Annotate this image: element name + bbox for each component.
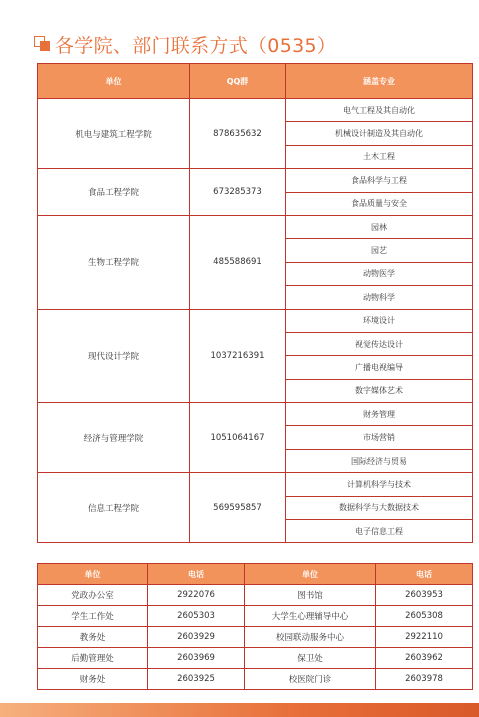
table-row: [38, 169, 473, 192]
department-phone-right: 2922110: [376, 627, 473, 648]
college-qq-group: 673285373: [190, 169, 286, 216]
table-row: [38, 473, 473, 496]
department-phone-right: 2603978: [376, 669, 473, 690]
table-row: [38, 669, 473, 690]
major-name: 环境设计: [286, 309, 473, 332]
college-name: 信息工程学院: [38, 473, 190, 543]
table-row: [38, 309, 473, 332]
major-name: 国际经济与贸易: [286, 449, 473, 472]
college-name: 经济与管理学院: [38, 403, 190, 473]
major-name: 食品科学与工程: [286, 169, 473, 192]
table-row: [38, 215, 473, 238]
major-name: 机械设计制造及其自动化: [286, 122, 473, 145]
college-qq-group: 569595857: [190, 473, 286, 543]
major-name: 动物科学: [286, 286, 473, 309]
major-name: 市场营销: [286, 426, 473, 449]
college-qq-group: 1051064167: [190, 403, 286, 473]
department-phone-left: 2603969: [148, 648, 245, 669]
phones-table-header: [38, 564, 473, 585]
header-unit: 单位: [38, 64, 190, 99]
department-name-right: 保卫处: [245, 648, 376, 669]
major-name: 视觉传达设计: [286, 332, 473, 355]
table-row: [38, 648, 473, 669]
department-phone-right: 2603962: [376, 648, 473, 669]
table-row: [38, 585, 473, 606]
major-name: 计算机科学与技术: [286, 473, 473, 496]
table-row: [38, 99, 473, 122]
table-row: [38, 627, 473, 648]
major-name: 数字媒体艺术: [286, 379, 473, 402]
department-name-left: 财务处: [38, 669, 148, 690]
department-name-left: 学生工作处: [38, 606, 148, 627]
college-name: 生物工程学院: [38, 215, 190, 309]
page-title-text: 各学院、部门联系方式（0535）: [55, 34, 337, 57]
header-unit-right: 单位: [245, 564, 376, 585]
page-title: [34, 30, 336, 58]
major-name: 食品质量与安全: [286, 192, 473, 215]
department-phone-left: 2605303: [148, 606, 245, 627]
department-name-left: 党政办公室: [38, 585, 148, 606]
major-name: 电气工程及其自动化: [286, 99, 473, 122]
college-qq-group: 878635632: [190, 99, 286, 169]
college-qq-group: 485588691: [190, 215, 286, 309]
department-phone-right: 2603953: [376, 585, 473, 606]
college-qq-group: 1037216391: [190, 309, 286, 403]
department-phone-left: 2922076: [148, 585, 245, 606]
major-name: 园林: [286, 215, 473, 238]
department-phone-left: 2603925: [148, 669, 245, 690]
college-name: 食品工程学院: [38, 169, 190, 216]
header-unit-left: 单位: [38, 564, 148, 585]
colleges-table: [37, 63, 473, 543]
department-phone-right: 2605308: [376, 606, 473, 627]
department-name-right: 校医院门诊: [245, 669, 376, 690]
table-row: [38, 403, 473, 426]
bottom-decoration-bar: [0, 703, 479, 717]
major-name: 动物医学: [286, 262, 473, 285]
major-name: 园艺: [286, 239, 473, 262]
header-phone-left: 电话: [148, 564, 245, 585]
table-row: [38, 606, 473, 627]
department-name-right: 大学生心理辅导中心: [245, 606, 376, 627]
department-phone-left: 2603929: [148, 627, 245, 648]
department-name-left: 后勤管理处: [38, 648, 148, 669]
major-name: 数据科学与大数据技术: [286, 496, 473, 519]
department-name-right: 图书馆: [245, 585, 376, 606]
major-name: 土木工程: [286, 145, 473, 168]
header-majors: 涵盖专业: [286, 64, 473, 99]
major-name: 广播电视编导: [286, 356, 473, 379]
major-name: 财务管理: [286, 403, 473, 426]
college-name: 现代设计学院: [38, 309, 190, 403]
department-name-left: 教务处: [38, 627, 148, 648]
title-square-icon: [34, 35, 52, 53]
header-qq: QQ群: [190, 64, 286, 99]
college-name: 机电与建筑工程学院: [38, 99, 190, 169]
header-phone-right: 电话: [376, 564, 473, 585]
department-name-right: 校园联动服务中心: [245, 627, 376, 648]
major-name: 电子信息工程: [286, 520, 473, 543]
colleges-table-header: [38, 64, 473, 99]
phones-table: [37, 563, 473, 690]
